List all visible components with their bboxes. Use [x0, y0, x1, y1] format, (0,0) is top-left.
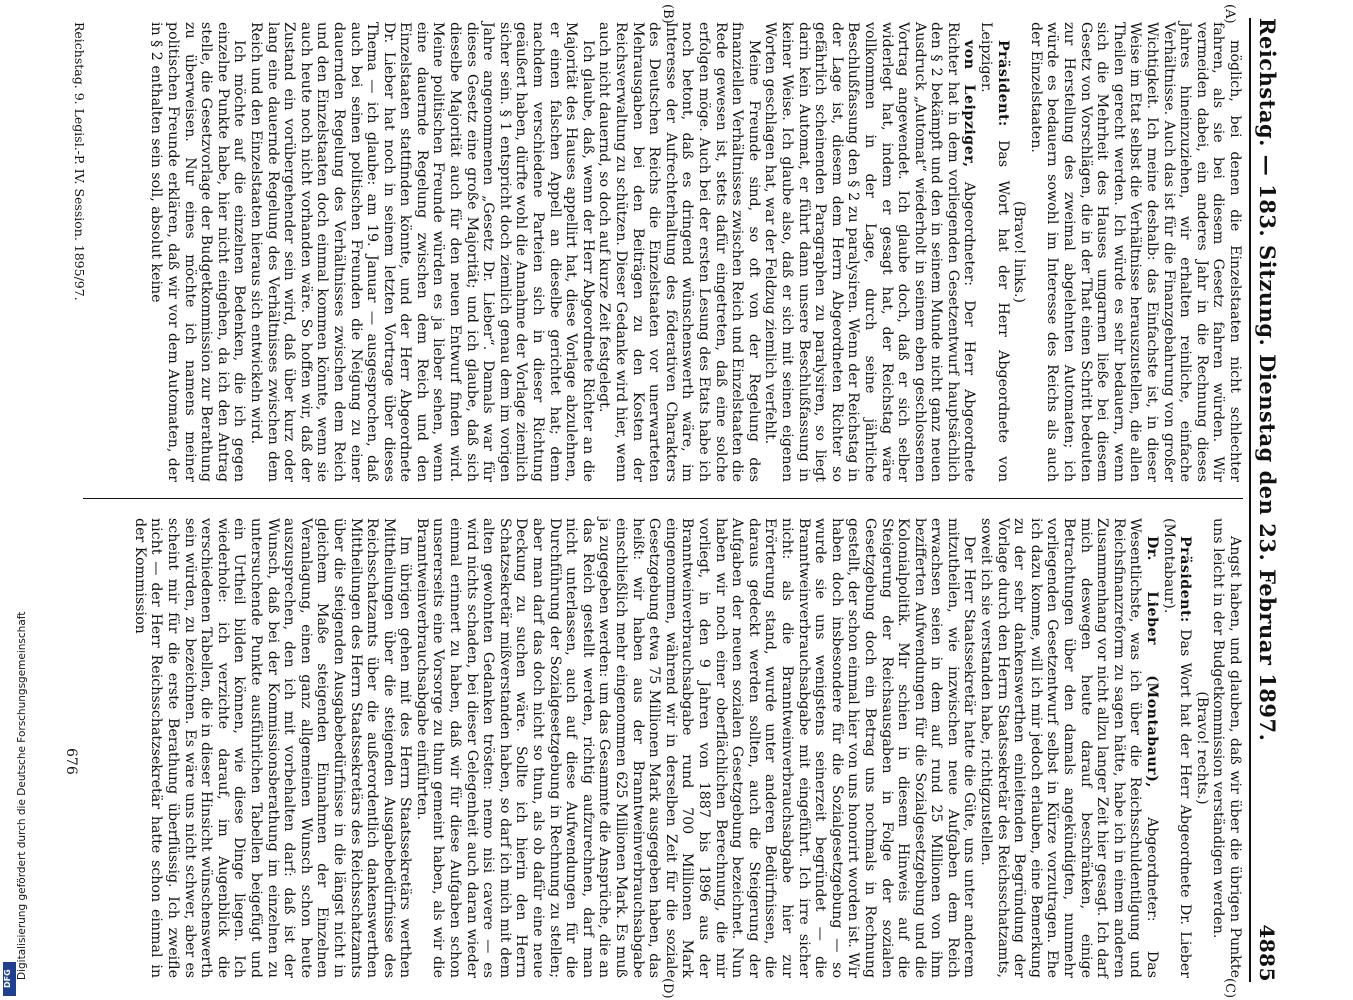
- speech-paragraph: [762, 22, 978, 482]
- citation-footer: Reichstag. 9. Legisl.-P. IV. Session. 1895/97.: [72, 22, 87, 301]
- margin-letter-a: (A): [1222, 4, 1237, 24]
- header-rule: [1249, 18, 1251, 982]
- speaker-name: Präsident:: [994, 40, 1011, 127]
- body-paragraph: Meine Freunde sind, so oft von der Regelung des finanziellen Verhältnisses zwischen Reich und Einzelstaaten die Rede gewesen ist, stets dafür eingetreten, daß eine solche erfolgen möge. Auch bei der ersten Lesung des Etats habe ich noch betont, daß es dringend wünschenswerth wäre, im Interesse der Aufrechterhaltung des föderativen Charakters des Deutschen Reichs die Einzelstaaten vor unerwarteten Mehrausgaben bei den Beiträgen zu den Kosten der Reichsverwaltung zu schützen. Dieser Gedanke wird hier, wenn auch nicht dauernd, so doch auf kurze Zeit festgelegt.: [596, 22, 762, 482]
- speech-text: Abgeordneter: Der Herr Abgeordnete Richter hat in dem vorliegenden Gesetzentwurf hauptsächlich den § 2 bekämpft und den in seinem Munde nicht ganz neuen Ausdruck „Automat“ wiederholt in seinem eben geschlossenen Vortrag angewendet. Ich glaube doch, daß er sich selber widerlegt hat, indem er gesagt hat, der Reichstag wäre vollkommen in der Lage, durch seine jährliche Beschlußfassung den § 2 zu paralysiren. Wenn der Reichstag in der Lage ist, diesem dem Herrn Abgeordneten Richter so gefährlich scheinenden Paragraphen zu paralysiren, so liegt darin kein Automat, er führt dann unsere Beschlußfassung in keiner Weise. Ich glaube also, daß er sich mit seinen eigenen Worten geschlagen hat, war der Feldzug ziemlich verfehlt.: [762, 22, 978, 483]
- right-column: [131, 518, 1243, 978]
- applause-note: (Bravo! links.): [1011, 200, 1028, 304]
- running-title: Reichstag. — 183. Sitzung. Dienstag den 23. Februar 1897.: [1255, 18, 1280, 742]
- speaker-name: Dr. Lieber (Montabaur),: [1144, 536, 1161, 788]
- applause-note: (Bravo! rechts.): [1193, 691, 1210, 805]
- margin-letter-d: (D): [660, 978, 675, 999]
- page-number: 4885: [1255, 924, 1279, 982]
- body-paragraph: Ich möchte auf die einzelnen Bedenken, die ich gegen einzelne Punkte habe, hier nicht eingehen, da ich den Antrag stelle, die Gesetzvorlage der Budgetkommission zur Berathung zu überweisen. Nur eines möchte ich namens meiner politischen Freunde erklären, daß wir vor dem Automaten, der in § 2 enthalten sein soll, absolut keine: [148, 22, 248, 482]
- speaker-name: von Leipziger,: [961, 40, 978, 168]
- body-paragraph: Der Herr Staatssekretär hatte die Güte, uns unter anderem mitzutheilen, wie inzwischen neue Aufgaben dem Reich erwachsen seien in dem auf rund 25 Millionen von ihm bezifferten Aufwendungen für die Sozialgesetzgebung und die Kolonialpolitik. Mir schien in diesem Hinweis auf die Steigerung der Reichsausgaben in Folge der sozialen Gesetzgebung doch ein Betrag uns nochmals in Rechnung gestellt, der schon einmal hier von uns honorirt worden ist. Wir haben doch insbesondere für die Sozialgesetzgebung — so wurde sie uns wenigstens seinerzeit begründet — die Branntweinverbrauchsabgabe mit eingeführt. Ich irre sicher nicht: als die Branntweinverbrauchsabgabe hier zur Erörterung stand, wurde unter anderen Bedürfnissen, die daraus gedeckt werden sollten, auch die Steigerung der Aufgaben der neuen sozialen Gesetzgebung bezeichnet. Nun haben wir noch einer oberflächlichen Berechnung, die mir vorliegt, in den 9 Jahren von 1887 bis 1896 aus der Branntweinverbrauchsabgabe rund 700 Millionen Mark eingenommen, während wir in derselben Zeit für die soziale Gesetzgebung etwa 75 Millionen Mark ausgegeben haben, das heißt: wir haben aus der Branntweinverbrauchsabgabe einschließlich mehr eingenommen 625 Millionen Mark. Es muß ja zugegeben werden: um das Gesammte die Ansprüche, die an das Reich gestellt werden, richtig aufzurechnen, darf man nicht unterlassen, auch auf diese Aufwendungen für die Durchführung der Sozialgesetzgebung in Rechnung zu stellen; aber man darf das doch nicht so thun, als ob dafür eine neue Deckung zu suchen wäre. Sollte ich hierin den Herrn Schatzsekretär mißverstanden haben, so darf ich mich mit dem alten gewohnten Gedanken trösten: nemo nisi cavere — es wird nichts schaden, bei dieser Gelegenheit auch daran wieder einmal erinnert zu haben, daß wir für diese Aufgaben schon unsererseits eine Vorsorge zu thun gemeint haben, als wir die Branntweinverbrauchsabgabe einführten.: [413, 518, 978, 978]
- left-column: [148, 22, 1243, 482]
- speech-paragraph: [978, 518, 1161, 978]
- speech-text: Das Wort hat der Herr Abgeordnete von Leipziger.: [978, 22, 1011, 482]
- dfg-logo: DFG: [3, 962, 16, 996]
- digitization-credit: Digitalisierung gefördert durch die Deutsche Forschungsgemeinschaft: [16, 611, 28, 980]
- speech-text: Abgeordneter: Das Wesentlichste, was ich über die Reichsschuldentilgung und Reichsfinanzreform zu sagen hätte, habe ich in einem anderen Zusammenhang vor nicht allzu langer Zeit hier gesagt. Ich darf mich deswegen heute darauf beschränken, einige Betrachtungen über den damals angekündigten, nunmehr vorliegenden Gesetzentwurf selbst in Kürze vorzutragen. Ehe ich dazu komme, will ich mir jedoch erlauben, eine Bemerkung zu der sehr dankenswerthen einleitenden Begründung der Vorlage durch den Herrn Staatssekretär des Reichsschatzamts, soweit ich sie verstanden habe, richtigzustellen.: [978, 518, 1161, 979]
- margin-letter-c: (C): [1222, 978, 1237, 999]
- folio-number: 676: [63, 748, 79, 775]
- margin-letter-b: (B): [660, 4, 675, 24]
- body-paragraph: Im übrigen gehen mit des Herrn Staatssekretärs werthen Mittheilungen über die steigenden Ausgabebedürfnisse des Reichsschatzamts über die außerordentlich dankenswerthen Mittheilungen des Herrn Staatssekretärs des Reichsschatzamts über die steigenden Ausgabebedürfnisse in die längst nicht in gleichem Maße steigenden Einnahmen der Einzelnen Veranlagung, einen ganz allgemeinen Wunsch schon heute auszusprechen, den ich mit vorbehalten darf: daß ist der Wunsch, daß bei der Kommissionsberathung im einzelnen zu untersuchende Punkte ausführlichen Tabellen beigefügt und ein Urtheil bilden können, wie diese Dinge liegen. Ich wiederhole: ich verzichte darauf, im Augenblick die verschiedenen Tabellen, die in dieser Hinsicht wünschenswerth sein würden, zu bezeichnen. Es wäre uns nicht schwer, aber es scheint mir für die erste Berathung überflüssig. Ich zweifle nicht — der Herr Reichsschatzsekretär hatte schon einmal in der Kommission: [131, 518, 414, 978]
- page-header: [1255, 18, 1289, 982]
- body-paragraph: möglich, bei denen die Einzelstaaten nicht schlechter fahren, als sie bei diesem Gesetz fahren würden. Wir vermeiden dabei, ein anderes Jahr in die Rechnung dieses Jahres hineinzuziehen, wir erhalten reinliche, einfache Verhältnisse. Auch das ist für die Finanzgebahrung von großer Wichtigkeit. Ich meine deshalb: das Einfachste ist, in dieser Weise im Etat selbst die Verhältnisse herauszustellen, die allen Theilen gerecht werden. Ich würde es sehr bedauern, wenn sich die Mehrheit des Hauses umgarnen ließe bei diesem Gesetz von Vorschlägen, die in der That einen Schritt bedeuten zur Herstellung des zweimal abgelehnten Automaten; ich würde es bedauern sowohl im Interesse des Reichs als auch der Einzelstaaten.: [1027, 22, 1243, 482]
- body-paragraph: Angst haben, und glauben, daß wir über die übrigen Punkte uns leicht in der Budgetkommission verständigen werden.: [1210, 518, 1243, 978]
- body-paragraph: Ich glaube, daß, wenn der Herr Abgeordnete Richter an die Majorität des Hauses appellirt hat, diese Vorlage abzulehnen, er einen falschen Appell an dieselbe gerichtet hat; denn nachdem verschiedene Parteien sich in dieser Richtung geäußert haben, dürfte wohl die Annahme der Vorlage ziemlich sicher sein. § 1 entspricht doch ziemlich genau dem im vorigen Jahre angenommenen „Gesetz Dr. Lieber“. Damals war für dieses Gesetz eine große Majorität; und ich glaube, daß sich dieselbe Majorität auch für den neuen Entwurf finden wird. Meine politischen Freunde würden es ja lieber sehen, wenn eine dauernde Regelung zwischen dem Reich und den Einzelstaaten stattfinden könnte, und der Herr Abgeordnete Dr. Lieber hat noch in seinem letzten Vortrage über dieses Thema — ich glaube: am 19. Januar — ausgesprochen, daß auch bei seinen politischen Freunden die Neigung zu einer dauernden Regelung des Verhältnisses zwischen dem Reich und den Einzelstaaten doch einmal kommen könnte, wenn sie auch heute noch nicht vorhanden wäre. So hoffen wir, daß der Zustand ein vorübergehender sein wird, daß über kurz oder lang eine dauernde Regelung des Verhältnisses zwischen dem Reich und den Einzelstaaten hieraus sich entwickeln wird.: [247, 22, 596, 482]
- digitization-strip: [2, 0, 28, 1000]
- column-divider: [83, 498, 1243, 499]
- speaker-name: Präsident:: [1177, 536, 1194, 623]
- speech-paragraph: [978, 22, 1011, 482]
- document-page: [15, 0, 1295, 1000]
- speech-text: Das Wort hat der Herr Abgeordnete Dr. Lieber (Montabaur).: [1160, 518, 1194, 979]
- speech-paragraph: [1160, 518, 1193, 978]
